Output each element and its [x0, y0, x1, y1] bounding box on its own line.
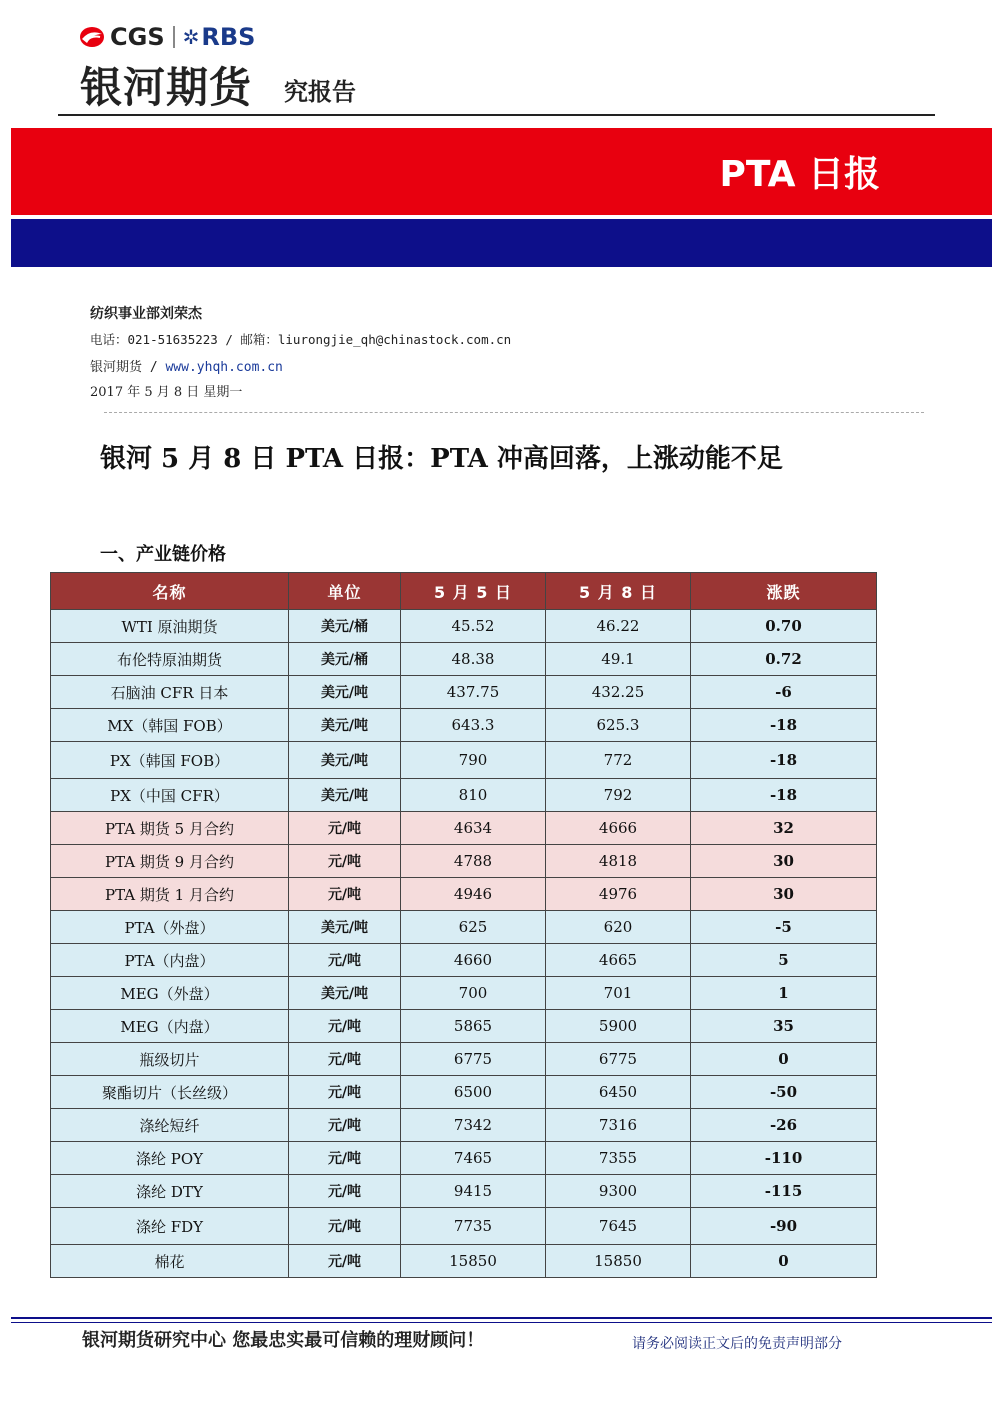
cell-unit: 美元/吨	[289, 709, 401, 742]
cell-may8: 4976	[546, 878, 691, 911]
cell-name: WTI 原油期货	[51, 610, 289, 643]
cell-change: 32	[691, 812, 877, 845]
table-row	[51, 878, 877, 911]
cell-unit: 元/吨	[289, 878, 401, 911]
cell-change: -18	[691, 779, 877, 812]
cell-unit: 元/吨	[289, 944, 401, 977]
cell-change: 0	[691, 1043, 877, 1076]
table-row	[51, 911, 877, 944]
table-body	[51, 610, 877, 1278]
cell-may5: 810	[401, 779, 546, 812]
table-row	[51, 676, 877, 709]
cell-unit: 美元/吨	[289, 911, 401, 944]
header-divider	[58, 114, 935, 116]
cell-may5: 7342	[401, 1109, 546, 1142]
table-row	[51, 812, 877, 845]
header-name: 名称	[51, 573, 289, 610]
cell-may8: 7645	[546, 1208, 691, 1245]
table-header-row	[51, 573, 877, 610]
cell-change: 30	[691, 878, 877, 911]
cell-name: 涤纶 DTY	[51, 1175, 289, 1208]
cell-name: PX（中国 CFR）	[51, 779, 289, 812]
report-type: 究报告	[284, 78, 356, 106]
cell-unit: 美元/吨	[289, 676, 401, 709]
author-department: 纺织事业部刘荣杰	[90, 306, 202, 322]
banner-blue-band	[11, 219, 992, 267]
section-heading: 一、产业链价格	[100, 544, 226, 565]
cell-name: 涤纶短纤	[51, 1109, 289, 1142]
cell-change: -6	[691, 676, 877, 709]
cell-may8: 49.1	[546, 643, 691, 676]
article-title: 银河 5 月 8 日 PTA 日报：PTA 冲高回落，上涨动能不足	[100, 444, 783, 474]
table-row	[51, 1245, 877, 1278]
banner-title: PTA 日报	[719, 154, 880, 195]
table-row	[51, 742, 877, 779]
cell-may5: 625	[401, 911, 546, 944]
cell-name: 涤纶 POY	[51, 1142, 289, 1175]
cell-change: -110	[691, 1142, 877, 1175]
table-row	[51, 779, 877, 812]
cell-may8: 46.22	[546, 610, 691, 643]
table-row	[51, 1175, 877, 1208]
cell-may8: 620	[546, 911, 691, 944]
cell-may8: 7355	[546, 1142, 691, 1175]
cell-may8: 4665	[546, 944, 691, 977]
table-row	[51, 845, 877, 878]
dashed-divider	[104, 412, 924, 413]
cell-unit: 元/吨	[289, 1109, 401, 1142]
header-may8: 5 月 8 日	[546, 573, 691, 610]
logo-cgs-text: CGS	[110, 23, 165, 51]
cell-change: -115	[691, 1175, 877, 1208]
footer-slogan: 银河期货研究中心 您最忠实最可信赖的理财顾问！	[82, 1330, 485, 1351]
cell-unit: 元/吨	[289, 1043, 401, 1076]
cell-may8: 4818	[546, 845, 691, 878]
cell-may5: 643.3	[401, 709, 546, 742]
table-row	[51, 1208, 877, 1245]
cell-change: -50	[691, 1076, 877, 1109]
cell-name: PTA 期货 5 月合约	[51, 812, 289, 845]
cell-may5: 437.75	[401, 676, 546, 709]
logo-separator	[173, 26, 175, 48]
cell-may8: 792	[546, 779, 691, 812]
cell-unit: 元/吨	[289, 1010, 401, 1043]
cell-change: 1	[691, 977, 877, 1010]
cell-may8: 625.3	[546, 709, 691, 742]
cell-unit: 元/吨	[289, 1142, 401, 1175]
cell-change: -90	[691, 1208, 877, 1245]
table-row	[51, 643, 877, 676]
cell-may8: 701	[546, 977, 691, 1010]
cgs-swirl-icon	[78, 25, 106, 49]
price-table	[50, 572, 877, 1278]
cell-unit: 美元/吨	[289, 742, 401, 779]
brand-name: 银河期货	[80, 63, 253, 112]
cell-may5: 6775	[401, 1043, 546, 1076]
cell-may8: 6775	[546, 1043, 691, 1076]
cell-name: PTA（外盘）	[51, 911, 289, 944]
cell-change: 0	[691, 1245, 877, 1278]
cell-may5: 4788	[401, 845, 546, 878]
cell-may8: 5900	[546, 1010, 691, 1043]
cell-change: 35	[691, 1010, 877, 1043]
company-logo	[78, 22, 255, 52]
cell-may5: 9415	[401, 1175, 546, 1208]
cell-may5: 45.52	[401, 610, 546, 643]
cell-name: 棉花	[51, 1245, 289, 1278]
cell-unit: 元/吨	[289, 812, 401, 845]
rbs-daisy-icon: ✲	[182, 25, 200, 49]
cell-may5: 15850	[401, 1245, 546, 1278]
cell-name: 涤纶 FDY	[51, 1208, 289, 1245]
cell-may5: 7465	[401, 1142, 546, 1175]
cell-change: 0.70	[691, 610, 877, 643]
cell-unit: 元/吨	[289, 845, 401, 878]
table-row	[51, 1076, 877, 1109]
cell-change: 30	[691, 845, 877, 878]
cell-name: MEG（外盘）	[51, 977, 289, 1010]
cell-may5: 7735	[401, 1208, 546, 1245]
cell-name: MX（韩国 FOB）	[51, 709, 289, 742]
cell-unit: 美元/桶	[289, 643, 401, 676]
cell-name: 瓶级切片	[51, 1043, 289, 1076]
cell-may5: 790	[401, 742, 546, 779]
website-line	[90, 356, 283, 375]
cell-unit: 美元/桶	[289, 610, 401, 643]
cell-change: -5	[691, 911, 877, 944]
cell-name: PTA（内盘）	[51, 944, 289, 977]
cell-unit: 元/吨	[289, 1076, 401, 1109]
table-row	[51, 1142, 877, 1175]
cell-unit: 元/吨	[289, 1175, 401, 1208]
cell-change: 5	[691, 944, 877, 977]
cell-name: 布伦特原油期货	[51, 643, 289, 676]
cell-may8: 432.25	[546, 676, 691, 709]
table-row	[51, 977, 877, 1010]
cell-may5: 4946	[401, 878, 546, 911]
cell-may5: 6500	[401, 1076, 546, 1109]
cell-change: -18	[691, 742, 877, 779]
header-unit: 单位	[289, 573, 401, 610]
website-prefix: 银河期货 /	[90, 360, 166, 375]
cell-name: MEG（内盘）	[51, 1010, 289, 1043]
cell-change: -26	[691, 1109, 877, 1142]
contact-line: 电话：021-51635223 / 邮箱：liurongjie_qh@chinastock.com.cn	[90, 332, 512, 347]
header-change: 涨跌	[691, 573, 877, 610]
header-may5: 5 月 5 日	[401, 573, 546, 610]
cell-change: -18	[691, 709, 877, 742]
cell-may8: 6450	[546, 1076, 691, 1109]
cell-unit: 美元/吨	[289, 977, 401, 1010]
footer-divider-thin	[11, 1322, 992, 1323]
cell-may5: 4634	[401, 812, 546, 845]
logo-rbs-text: RBS	[201, 23, 256, 51]
cell-may8: 9300	[546, 1175, 691, 1208]
cell-name: PTA 期货 9 月合约	[51, 845, 289, 878]
cell-may5: 700	[401, 977, 546, 1010]
cell-may8: 7316	[546, 1109, 691, 1142]
cell-name: 石脑油 CFR 日本	[51, 676, 289, 709]
footer-divider-thick	[11, 1317, 992, 1319]
cell-name: PX（韩国 FOB）	[51, 742, 289, 779]
table-row	[51, 1043, 877, 1076]
cell-may8: 15850	[546, 1245, 691, 1278]
cell-may8: 772	[546, 742, 691, 779]
cell-may8: 4666	[546, 812, 691, 845]
table-row	[51, 610, 877, 643]
cell-change: 0.72	[691, 643, 877, 676]
table-row	[51, 709, 877, 742]
table-row	[51, 944, 877, 977]
cell-name: 聚酯切片（长丝级）	[51, 1076, 289, 1109]
table-row	[51, 1109, 877, 1142]
table-row	[51, 1010, 877, 1043]
website-link[interactable]: www.yhqh.com.cn	[165, 360, 283, 375]
cell-unit: 元/吨	[289, 1245, 401, 1278]
cell-unit: 美元/吨	[289, 779, 401, 812]
cell-may5: 5865	[401, 1010, 546, 1043]
cell-unit: 元/吨	[289, 1208, 401, 1245]
footer-disclaimer-note: 请务必阅读正文后的免责声明部分	[632, 1336, 842, 1352]
cell-name: PTA 期货 1 月合约	[51, 878, 289, 911]
cell-may5: 4660	[401, 944, 546, 977]
cell-may5: 48.38	[401, 643, 546, 676]
report-date: 2017 年 5 月 8 日 星期一	[90, 385, 243, 400]
